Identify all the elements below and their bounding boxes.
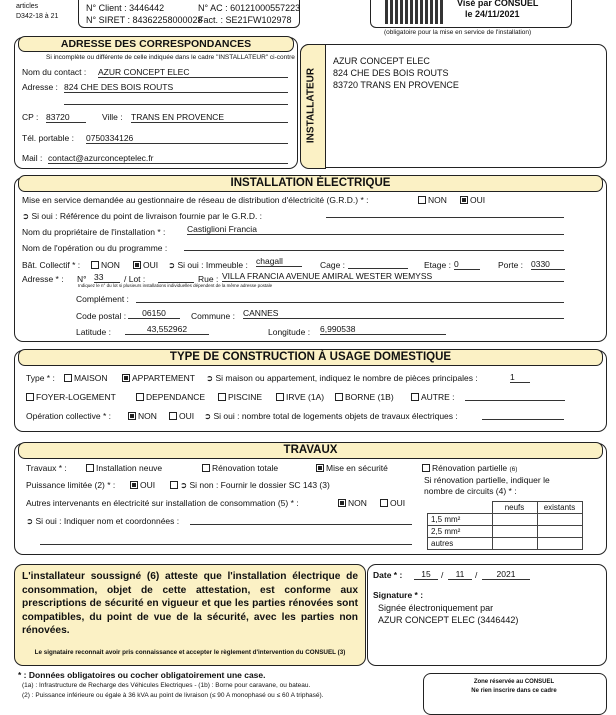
- cage-label: Cage :: [320, 260, 346, 270]
- consuel-reserved-1: Zone réservée au CONSUEL: [473, 679, 555, 685]
- type-foyer[interactable]: [26, 392, 116, 402]
- attestation-text: L'installateur soussigné (6) atteste que l'installation électrique de consommation, objet de cette attestation, est conforme aux prescriptions de sécurité en vigueur et que les parties rénovées sont compatibles, du point de vue de la sécurité, avec les parties non rénovées.: [22, 571, 358, 636]
- etage-field[interactable]: 0: [454, 259, 480, 270]
- correspondances-subtitle: Si incomplète ou différente de celle indiquée dans le cadre "INSTALLATEUR" ci-contre: [46, 54, 295, 61]
- autres-non-label: NON: [348, 498, 367, 508]
- checkbox-icon[interactable]: [91, 261, 99, 269]
- footnote-2: (2) : Puissance inférieure ou égale à 36 kVA au point de livraison (≤ 90 A monophasé ou ≤ 60 A triphasé).: [22, 692, 324, 699]
- circuits-table: [427, 501, 583, 550]
- checkbox-icon[interactable]: [202, 464, 210, 472]
- checkbox-icon[interactable]: [169, 412, 177, 420]
- operation-label: Nom de l'opération ou du programme :: [22, 243, 168, 253]
- date-slash-1: /: [441, 570, 444, 580]
- cp-label: CP :: [22, 112, 39, 122]
- code-postal-label: Code postal :: [76, 311, 127, 321]
- type-label: Type * :: [26, 373, 55, 383]
- table-cell[interactable]: [537, 514, 582, 526]
- date-day[interactable]: 15: [414, 569, 438, 580]
- puissance-oui[interactable]: [130, 480, 155, 490]
- op-oui[interactable]: [169, 411, 194, 421]
- puissance-label: Puissance limitée (2) * :: [26, 480, 116, 490]
- proprietaire-label: Nom du propriétaire de l'installation * :: [22, 227, 166, 237]
- autres-non[interactable]: [338, 498, 367, 508]
- type-autre-field[interactable]: [465, 400, 565, 401]
- table-row: [428, 526, 583, 538]
- lot-label: / Lot :: [124, 274, 146, 284]
- client-number: N° Client : 3446442: [86, 3, 165, 13]
- checkbox-icon[interactable]: [136, 393, 144, 401]
- adresse-note: Indiquez le n° du lot si plusieurs installations individuelles dépendent de la même adresse postale: [78, 283, 273, 288]
- vise-label: Visé par CONSUEL: [457, 0, 539, 8]
- table-cell[interactable]: [492, 514, 537, 526]
- op-logements-field[interactable]: [482, 419, 564, 420]
- bat-oui[interactable]: [133, 260, 158, 270]
- bat-collectif-label: Bât. Collectif * :: [22, 260, 81, 270]
- type-borne[interactable]: [335, 392, 394, 402]
- etage-label: Etage :: [424, 260, 451, 270]
- travaux-partielle-label: Rénovation partielle: [432, 463, 508, 473]
- bat-non-label: NON: [101, 260, 120, 270]
- checkbox-checked-icon[interactable]: [338, 499, 346, 507]
- latitude-label: Latitude :: [76, 327, 111, 337]
- checkbox-icon[interactable]: [335, 393, 343, 401]
- date-slash-2: /: [475, 570, 478, 580]
- numero-label: N°: [77, 274, 87, 284]
- table-row: [428, 514, 583, 526]
- proprietaire-field[interactable]: Castiglioni Francia: [187, 224, 564, 235]
- table-row: [428, 538, 583, 550]
- immeuble-field[interactable]: chagall: [256, 256, 302, 267]
- checkbox-checked-icon[interactable]: [316, 464, 324, 472]
- table-row-label: 2,5 mm²: [428, 526, 493, 538]
- pieces-field[interactable]: 1: [510, 372, 530, 383]
- cp-field[interactable]: 83720: [46, 112, 86, 123]
- partielle-note-2: nombre de circuits (4) * :: [424, 486, 517, 496]
- adresse-installation-label: Adresse * :: [22, 274, 64, 284]
- complement-label: Complément :: [76, 294, 129, 304]
- type-borne-label: BORNE (1B): [345, 392, 394, 402]
- type-maison[interactable]: [64, 373, 108, 383]
- type-irve[interactable]: [276, 392, 324, 402]
- partielle-note-1: Si rénovation partielle, indiquer le: [424, 475, 550, 485]
- commune-field[interactable]: CANNES: [243, 308, 564, 319]
- type-autre[interactable]: [411, 392, 455, 402]
- autres-oui[interactable]: [380, 498, 405, 508]
- op-non-label: NON: [138, 411, 157, 421]
- puissance-oui-label: OUI: [140, 480, 156, 490]
- longitude-field[interactable]: 6,990538: [320, 324, 446, 335]
- grd-non-label: NON: [428, 195, 447, 205]
- tel-label: Tél. portable :: [22, 133, 74, 143]
- numero-field[interactable]: 33: [94, 272, 120, 283]
- installateur-line-3: 83720 TRANS EN PROVENCE: [333, 80, 459, 90]
- coordonnees-field-2[interactable]: [40, 544, 412, 545]
- contact-label: Nom du contact :: [22, 67, 87, 77]
- table-cell[interactable]: [537, 526, 582, 538]
- checkbox-checked-icon[interactable]: [133, 261, 141, 269]
- type-piscine-label: PISCINE: [228, 392, 263, 402]
- ville-label: Ville :: [102, 112, 123, 122]
- table-cell[interactable]: [537, 538, 582, 550]
- bat-non[interactable]: [91, 260, 120, 270]
- fact-number: Fact. : SE21FW102978: [198, 15, 292, 25]
- grd-oui-label: OUI: [470, 195, 486, 205]
- signature-line-2: AZUR CONCEPT ELEC (3446442): [378, 615, 519, 625]
- checkbox-checked-icon[interactable]: [460, 196, 468, 204]
- travaux-neuve[interactable]: [86, 463, 162, 473]
- consuel-reserved-2: Ne rien inscrire dans ce cadre: [471, 688, 557, 694]
- checkbox-icon[interactable]: [64, 374, 72, 382]
- si-oui-label: ➲ Si oui : Indiquer nom et coordonnées :: [26, 516, 180, 526]
- travaux-title: TRAVAUX: [18, 442, 603, 459]
- complement-field[interactable]: [136, 302, 564, 303]
- table-row-label: 1,5 mm²: [428, 514, 493, 526]
- puissance-non-label: ➲ Si non : Fournir le dossier SC 143 (3): [180, 480, 330, 490]
- immeuble-label: ➲ Si oui : Immeuble :: [168, 260, 248, 270]
- adresse-label: Adresse :: [22, 82, 58, 92]
- checkbox-icon[interactable]: [170, 481, 178, 489]
- signature-line-1: Signée électroniquement par: [378, 603, 494, 613]
- type-construction-title: TYPE DE CONSTRUCTION À USAGE DOMESTIQUE: [18, 349, 603, 366]
- porte-label: Porte :: [498, 260, 524, 270]
- travaux-securite[interactable]: [316, 463, 388, 473]
- pieces-label: ➲ Si maison ou appartement, indiquez le nombre de pièces principales :: [206, 373, 478, 383]
- operation-field[interactable]: [184, 250, 564, 251]
- adresse-field[interactable]: 824 CHE DES BOIS ROUTS: [64, 82, 288, 93]
- grd-reference-field[interactable]: [326, 217, 564, 218]
- form-ref-2: D342-18 à 21: [16, 13, 59, 20]
- type-autre-label: AUTRE :: [421, 392, 455, 402]
- autres-oui-label: OUI: [390, 498, 406, 508]
- qr-code: [385, 0, 443, 24]
- porte-field[interactable]: 0330: [531, 259, 565, 270]
- type-maison-label: MAISON: [74, 373, 108, 383]
- op-logements-label: ➲ Si oui : nombre total de logements objets de travaux électriques :: [204, 411, 458, 421]
- adresse-line-2: [64, 104, 288, 105]
- rue-field[interactable]: VILLA FRANCIA AVENUE AMIRAL WESTER WEMYSS: [222, 271, 564, 282]
- date-month[interactable]: 11: [448, 569, 472, 580]
- checkbox-icon[interactable]: [26, 393, 34, 401]
- travaux-totale-label: Rénovation totale: [212, 463, 279, 473]
- type-dependance[interactable]: [136, 392, 205, 402]
- ville-field[interactable]: TRANS EN PROVENCE: [131, 112, 288, 123]
- op-non[interactable]: [128, 411, 157, 421]
- checkbox-icon[interactable]: [218, 393, 226, 401]
- rue-label: Rue :: [198, 274, 219, 284]
- travaux-partielle[interactable]: [422, 463, 517, 473]
- table-header-row: [428, 502, 583, 514]
- partielle-ref: (6): [509, 466, 518, 473]
- checkbox-checked-icon[interactable]: [128, 412, 136, 420]
- installateur-line-2: 824 CHE DES BOIS ROUTS: [333, 68, 449, 78]
- footnote-mandatory: * : Données obligatoires ou cocher obligatoirement une case.: [18, 670, 266, 680]
- mail-label: Mail :: [22, 153, 43, 163]
- cage-field[interactable]: [348, 268, 408, 269]
- grd-non[interactable]: [418, 195, 447, 205]
- siret-number: N° SIRET : 84362258000028: [86, 15, 203, 25]
- table-header-existants: existants: [537, 502, 582, 514]
- checkbox-checked-icon[interactable]: [130, 481, 138, 489]
- type-dependance-label: DEPENDANCE: [146, 392, 206, 402]
- checkbox-checked-icon[interactable]: [122, 374, 130, 382]
- travaux-securite-label: Mise en sécurité: [326, 463, 388, 473]
- commune-label: Commune :: [191, 311, 235, 321]
- grd-oui[interactable]: [460, 195, 485, 205]
- form-ref-1: articles: [16, 3, 39, 10]
- qr-note: (obligatoire pour la mise en service de l'installation): [384, 29, 532, 36]
- puissance-non[interactable]: [170, 480, 330, 491]
- table-header-neufs: neufs: [492, 502, 537, 514]
- correspondances-title: ADRESSE DES CORRESPONDANCES: [18, 36, 294, 52]
- latitude-field[interactable]: 43,552962: [125, 324, 209, 335]
- type-appartement-label: APPARTEMENT: [132, 373, 195, 383]
- attestation-footer: Le signataire reconnait avoir pris connaissance et accepter le règlement d'intervention du CONSUEL (3): [34, 649, 346, 656]
- type-irve-label: IRVE (1A): [286, 392, 325, 402]
- checkbox-icon[interactable]: [86, 464, 94, 472]
- travaux-label: Travaux * :: [26, 463, 67, 473]
- installateur-label: INSTALLATEUR: [305, 67, 317, 144]
- tel-field[interactable]: 0750334126: [86, 133, 288, 144]
- date-year[interactable]: 2021: [482, 569, 530, 580]
- type-appartement[interactable]: [122, 373, 195, 383]
- grd-reference-label: ➲ Si oui : Référence du point de livraison fournie par le G.R.D. :: [22, 211, 263, 221]
- checkbox-icon[interactable]: [411, 393, 419, 401]
- ac-number: N° AC : 60121000557223: [198, 3, 301, 13]
- table-cell[interactable]: [492, 526, 537, 538]
- vise-date: le 24/11/2021: [465, 9, 520, 19]
- mail-field[interactable]: contact@azurconceptelec.fr: [48, 153, 288, 164]
- installation-electrique-title: INSTALLATION ÉLECTRIQUE: [18, 175, 603, 192]
- installateur-line-1: AZUR CONCEPT ELEC: [333, 56, 430, 66]
- coordonnees-field-1[interactable]: [190, 524, 412, 525]
- grd-question: Mise en service demandée au gestionnaire de réseau de distribution d'électricité (G.R.D.) * :: [22, 195, 369, 205]
- checkbox-icon[interactable]: [276, 393, 284, 401]
- checkbox-icon[interactable]: [380, 499, 388, 507]
- type-foyer-label: FOYER-LOGEMENT: [36, 392, 116, 402]
- longitude-label: Longitude :: [268, 327, 311, 337]
- travaux-neuve-label: Installation neuve: [96, 463, 163, 473]
- footnote-1: (1a) : Infrastructure de Recharge des Véhicules Electriques - (1b) : Borne pour caravane, ou bateau.: [22, 682, 311, 689]
- type-piscine[interactable]: [218, 392, 262, 402]
- bat-oui-label: OUI: [143, 260, 159, 270]
- code-postal-field[interactable]: 06150: [128, 308, 180, 319]
- travaux-totale[interactable]: [202, 463, 278, 473]
- operation-collective-label: Opération collective * :: [26, 411, 112, 421]
- contact-field[interactable]: AZUR CONCEPT ELEC: [98, 67, 288, 78]
- date-label: Date * :: [373, 570, 403, 580]
- checkbox-icon[interactable]: [422, 464, 430, 472]
- table-cell[interactable]: [492, 538, 537, 550]
- checkbox-icon[interactable]: [418, 196, 426, 204]
- autres-intervenants-label: Autres intervenants en électricité sur installation de consommation (5) * :: [26, 498, 299, 508]
- op-oui-label: OUI: [179, 411, 195, 421]
- table-row-label: autres: [428, 538, 493, 550]
- signature-label: Signature * :: [373, 590, 424, 600]
